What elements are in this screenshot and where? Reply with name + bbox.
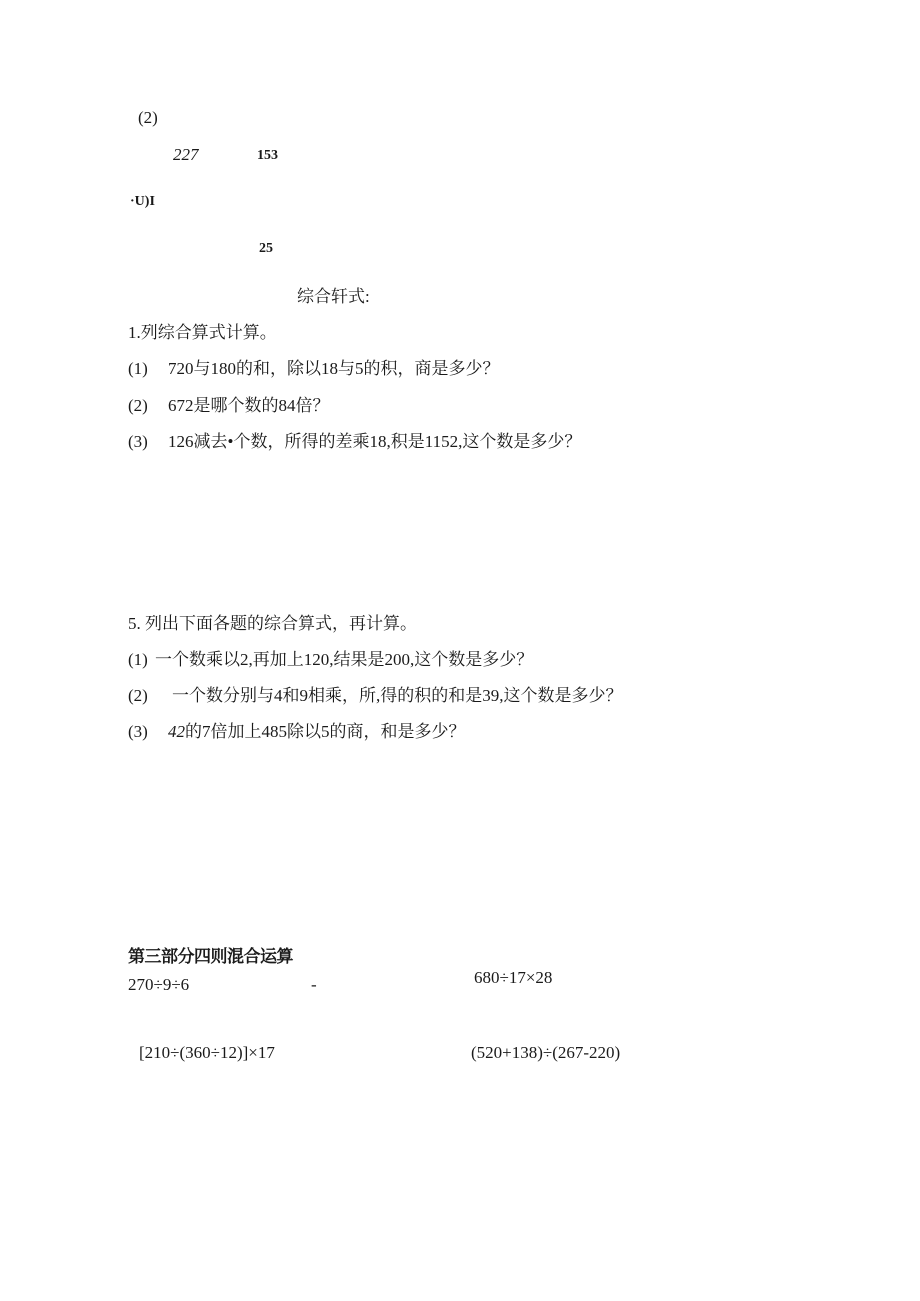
top-number-227: 227 [173, 145, 199, 164]
section5-problem-1 [128, 650, 533, 670]
part3-expression-2: 680÷17×28 [474, 968, 553, 987]
problem-number: (3) [128, 432, 148, 451]
problem-text: 720与180的和，除以18与5的积，商是多少？ [168, 359, 500, 378]
problem-text: 一个数乘以2,再加上120,结果是200,这个数是多少？ [155, 650, 534, 669]
top-number-25: 25 [259, 241, 273, 256]
problem-number: (3) [128, 722, 148, 741]
section1-problem-3 [128, 432, 581, 452]
section1-title: 1.列综合算式计算。 [128, 323, 277, 342]
problem-text: 672是哪个数的84倍？ [168, 396, 330, 415]
part3-expression-4: (520+138)÷(267-220) [471, 1043, 621, 1062]
part3-title: 第三部分四则混合运算 [128, 947, 293, 966]
section1-problem-2 [128, 396, 330, 416]
section1-heading: 综合轩式: [297, 287, 370, 306]
top-number-153: 153 [257, 148, 278, 163]
section5-title: 5. 列出下面各题的综合算式，再计算。 [128, 614, 417, 633]
problem-number: (1) [128, 650, 148, 669]
section5-problem-2 [128, 686, 623, 706]
section5-problem-3 [128, 722, 466, 742]
problem-number: (2) [128, 396, 148, 415]
problem-text: 的7倍加上485除以5的商，和是多少？ [185, 722, 466, 741]
part3-expression-3: [210÷(360÷12)]×17 [139, 1043, 275, 1062]
problem-number-italic: 42 [168, 722, 185, 741]
top-mark: ·U)I [130, 194, 155, 209]
top-index: (2) [138, 108, 158, 127]
problem-text: 126减去•个数，所得的差乘18,积是1152,这个数是多少？ [168, 432, 582, 451]
problem-text: 一个数分别与4和9相乘，所,得的积的和是39,这个数是多少？ [172, 686, 623, 705]
part3-dash: - [311, 975, 317, 994]
problem-number: (2) [128, 686, 148, 705]
section1-problem-1 [128, 359, 500, 379]
part3-expression-1: 270÷9÷6 [128, 975, 190, 994]
problem-number: (1) [128, 359, 148, 378]
